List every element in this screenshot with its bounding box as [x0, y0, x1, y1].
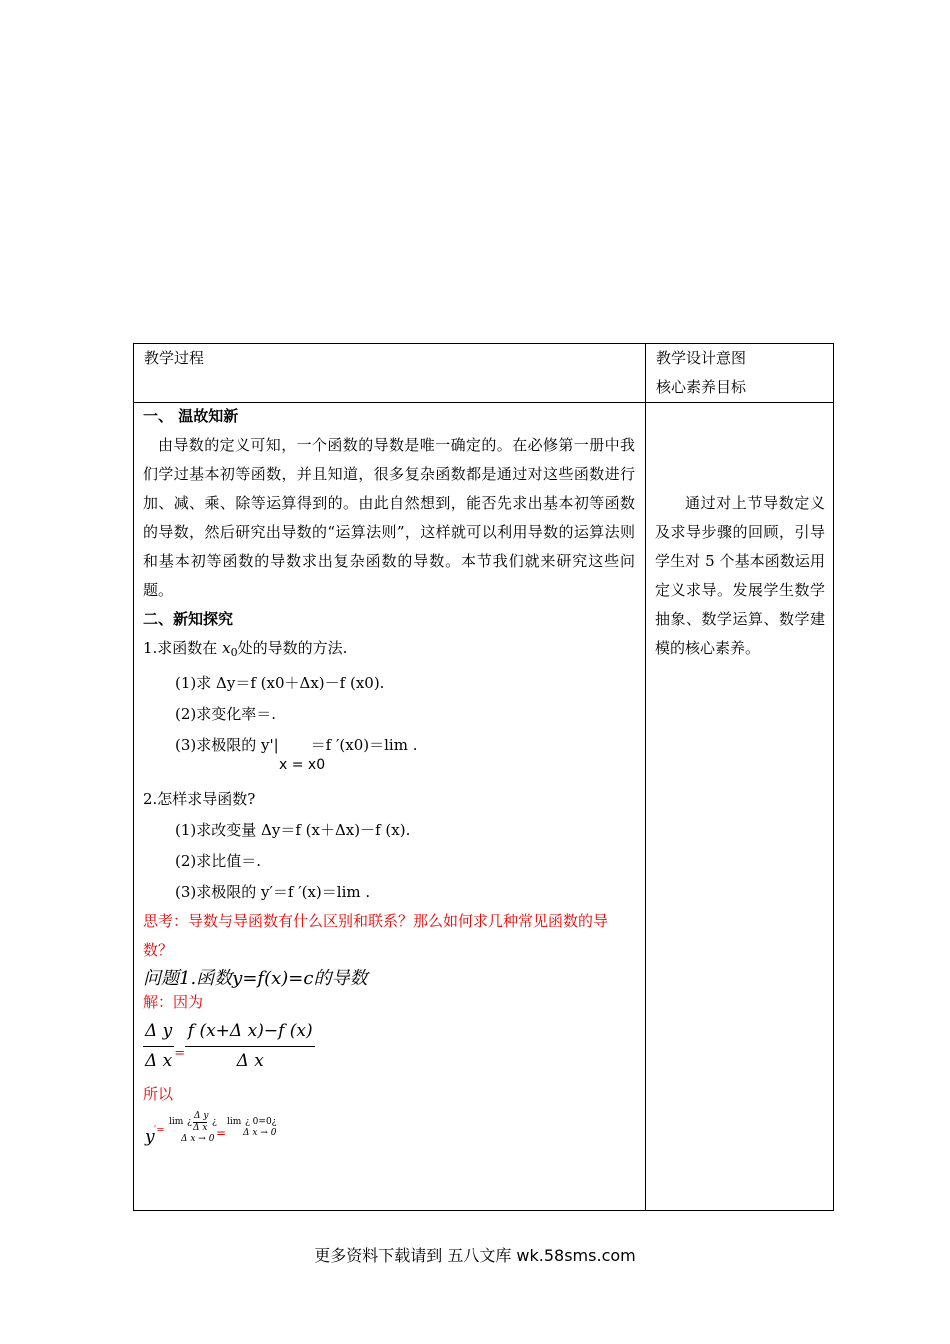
fraction-dy-dx: $\frac{\text{Δ y}}{\text{Δ x}}$: [143, 1017, 174, 1076]
think-question: 思考：导数与导函数有什么区别和联系？那么如何求几种常见函数的导数？: [143, 912, 609, 959]
design-intent-text: 通过对上节导数定义及求导步骤的回顾，引导学生对 5 个基本函数运用定义求导。发展学生数学抽象、数学运算、数学建模的核心素养。: [655, 494, 825, 657]
header-right-line2: 核心素养目标: [656, 378, 747, 396]
difference-quotient: $\frac{\text{Δ y}}{\text{Δ x}}$ $_=$ $\frac{\text{f (x+Δ x)−f (x)}}{\text{Δ x}}$: [143, 1017, 635, 1076]
item1-step2: (2)求变化率＝.: [175, 705, 277, 723]
item1: 1.求函数在 $x_0$处的导数的方法.: [143, 639, 348, 659]
column-divider: [645, 344, 646, 1210]
fraction-f-diff: $\frac{\text{f (x+Δ x)−f (x)}}{\text{Δ x}}$: [185, 1017, 315, 1076]
footer-source: 更多资料下载请到 五八文库 wk.58sms.com: [314, 1246, 636, 1265]
item2-step2: (2)求比值＝.: [175, 852, 262, 870]
header-left: 教学过程: [144, 349, 205, 367]
item2: 2.怎样求导函数?: [143, 790, 256, 808]
limit-subscript: x = x0: [279, 757, 326, 773]
teaching-process: [143, 402, 635, 1153]
lesson-table: [133, 343, 834, 1211]
so-label: 所以: [143, 1085, 174, 1103]
question-1: 问题1.函数y=f(x)=c的导数: [143, 968, 368, 989]
derivative-result: y ′= lim ¿ Δ y Δ x ¿ = lim ¿ 0=0¿ Δ x → 0 Δ x → 0: [145, 1111, 277, 1147]
section2-title: 二、新知探究: [143, 610, 234, 628]
item1-step1: (1)求 Δy＝f (x0＋Δx)－f (x0).: [175, 674, 385, 692]
item2-step1: (1)求改变量 Δy＝f (x＋Δx)－f (x).: [175, 821, 411, 839]
item2-step3: (3)求极限的 y′＝f ′(x)＝lim .: [175, 883, 371, 901]
item1-step3: (3)求极限的 y'| ＝f ′(x0)＝lim . x = x0: [143, 731, 635, 779]
solution-label: 解：因为: [143, 993, 204, 1011]
section1-paragraph: 由导数的定义可知，一个函数的导数是唯一确定的。在必修第一册中我们学过基本初等函数，并且知道，很多复杂函数都是通过对这些函数进行加、减、乘、除等运算得到的。由此自然想到，能否先求出基本初等函数的导数，然后研究出导数的“运算法则”，这样就可以利用导数的运算法则和基本初等函数的导数求出复杂函数的导数。本节我们就来研究这些问题。: [143, 436, 635, 599]
header-right: [656, 344, 746, 402]
header-right-line1: 教学设计意图: [656, 349, 747, 367]
section1-title: 一、 温故知新: [143, 407, 239, 425]
design-intent: [655, 489, 825, 663]
